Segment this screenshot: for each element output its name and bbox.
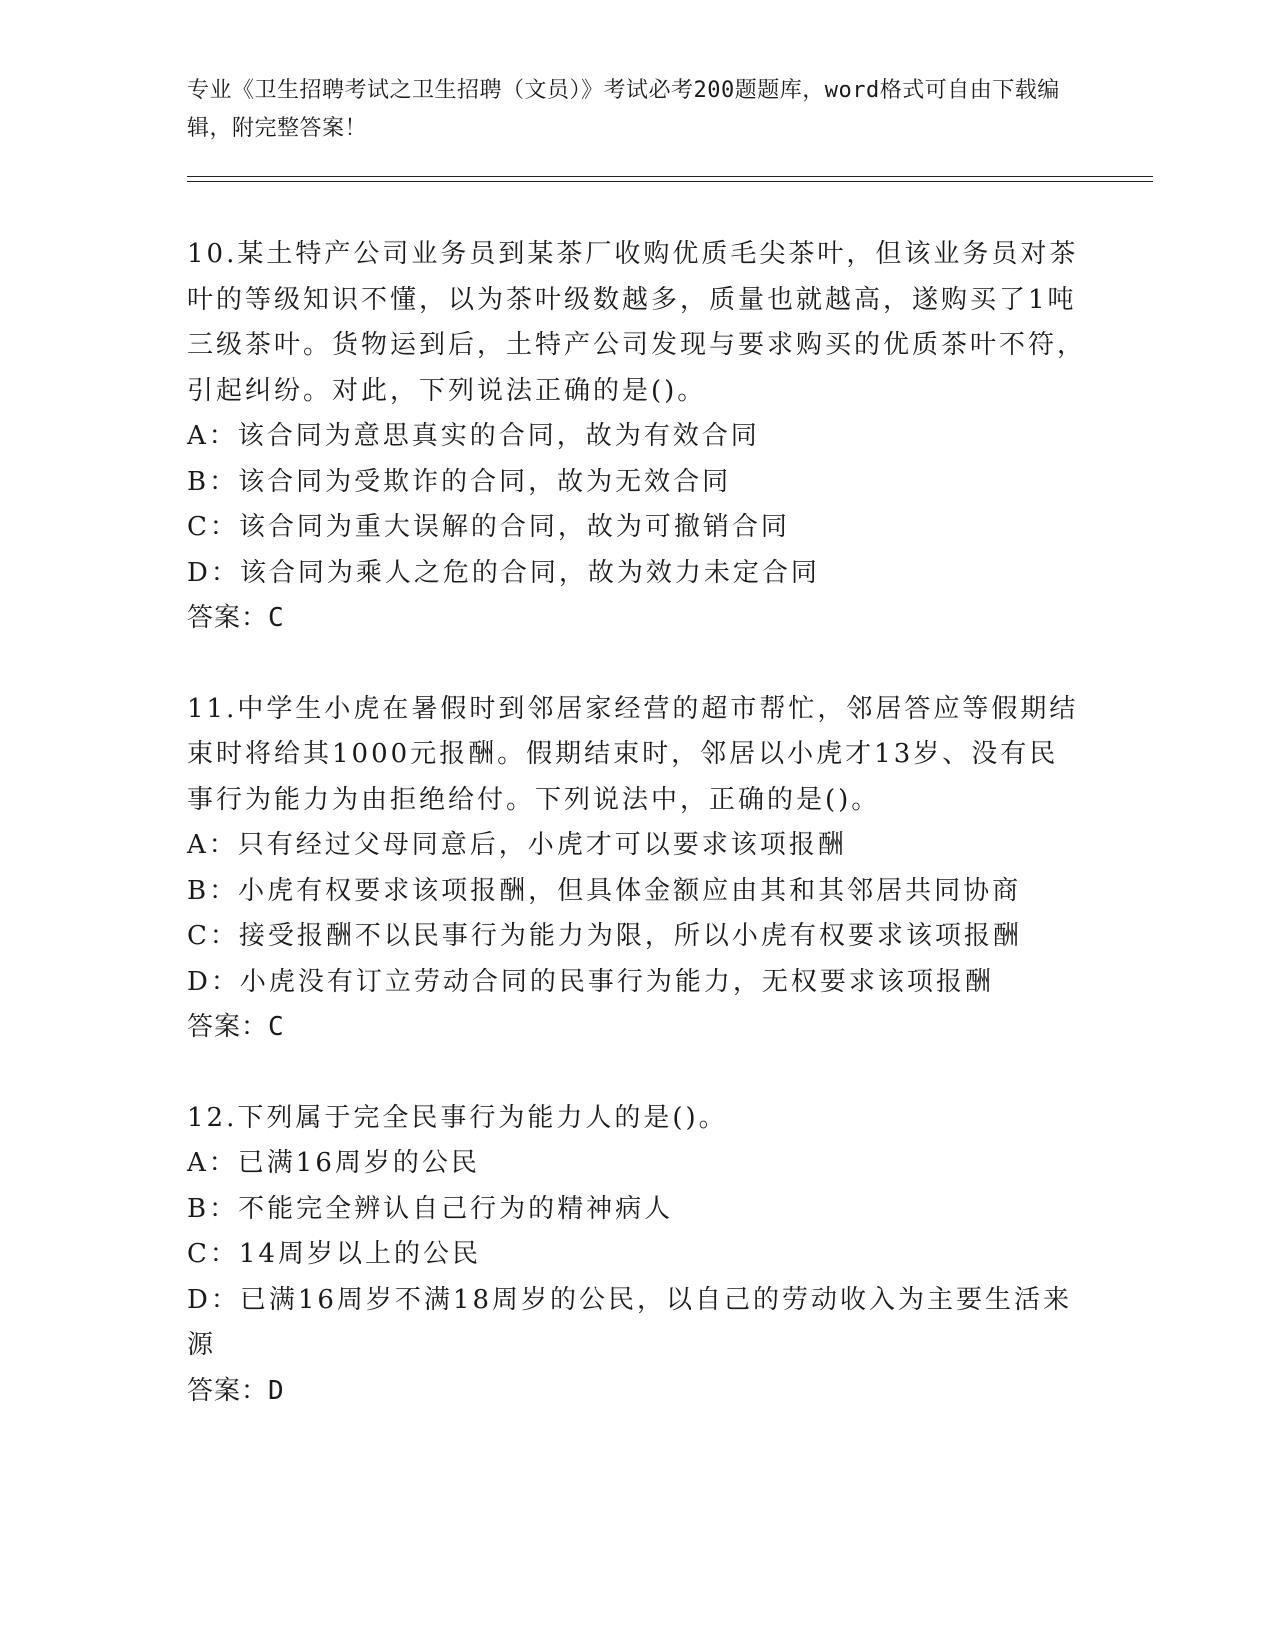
answer-label: 答案：C bbox=[187, 603, 285, 633]
header-title: 专业《卫生招聘考试之卫生招聘（文员）》考试必考200题题库，word格式可自由下载编辑，附完整答案！ bbox=[187, 78, 1060, 141]
question-stem: 11.中学生小虎在暑假时到邻居家经营的超市帮忙，邻居答应等假期结束时将给其1000元报酬。假期结束时，邻居以小虎才13岁、没有民事行为能力为由拒绝给付。下列说法中，正确的是()。 bbox=[187, 693, 1079, 815]
question-item bbox=[187, 1096, 1087, 1415]
option-d: D：已满16周岁不满18周岁的公民，以自己的劳动收入为主要生活来源 bbox=[187, 1284, 1073, 1360]
answer-label: 答案：C bbox=[187, 1012, 285, 1042]
option-d: D：小虎没有订立劳动合同的民事行为能力，无权要求该项报酬 bbox=[187, 966, 994, 997]
option-b: B：该合同为受欺诈的合同，故为无效合同 bbox=[187, 466, 732, 497]
option-c: C：14周岁以上的公民 bbox=[187, 1239, 481, 1269]
answer-label: 答案：D bbox=[187, 1375, 285, 1406]
option-a: A：只有经过父母同意后，小虎才可以要求该项报酬 bbox=[187, 830, 847, 860]
option-a: A：该合同为意思真实的合同，故为有效合同 bbox=[187, 421, 760, 451]
option-c: C：接受报酬不以民事行为能力为限，所以小虎有权要求该项报酬 bbox=[187, 921, 1022, 951]
question-stem: 12.下列属于完全民事行为能力人的是()。 bbox=[187, 1102, 728, 1133]
option-b: B：不能完全辨认自己行为的精神病人 bbox=[187, 1193, 674, 1224]
question-stem: 10.某土特产公司业务员到某茶厂收购优质毛尖茶叶，但该业务员对茶叶的等级知识不懂，以为茶叶级数越多，质量也就越高，遂购买了1吨三级茶叶。货物运到后，土特产公司发现与要求购买的优质茶叶不符，引起纠纷。对此，下列说法正确的是()。 bbox=[187, 239, 1087, 406]
option-a: A：已满16周岁的公民 bbox=[187, 1148, 480, 1178]
option-b: B：小虎有权要求该项报酬，但具体金额应由其和其邻居共同协商 bbox=[187, 875, 1022, 906]
option-c: C：该合同为重大误解的合同，故为可撤销合同 bbox=[187, 512, 790, 542]
question-list bbox=[187, 232, 1087, 1459]
document-header bbox=[187, 72, 1087, 148]
question-item bbox=[187, 687, 1087, 1051]
question-item bbox=[187, 232, 1087, 642]
header-divider bbox=[187, 176, 1153, 182]
option-d: D：该合同为乘人之危的合同，故为效力未定合同 bbox=[187, 557, 820, 588]
